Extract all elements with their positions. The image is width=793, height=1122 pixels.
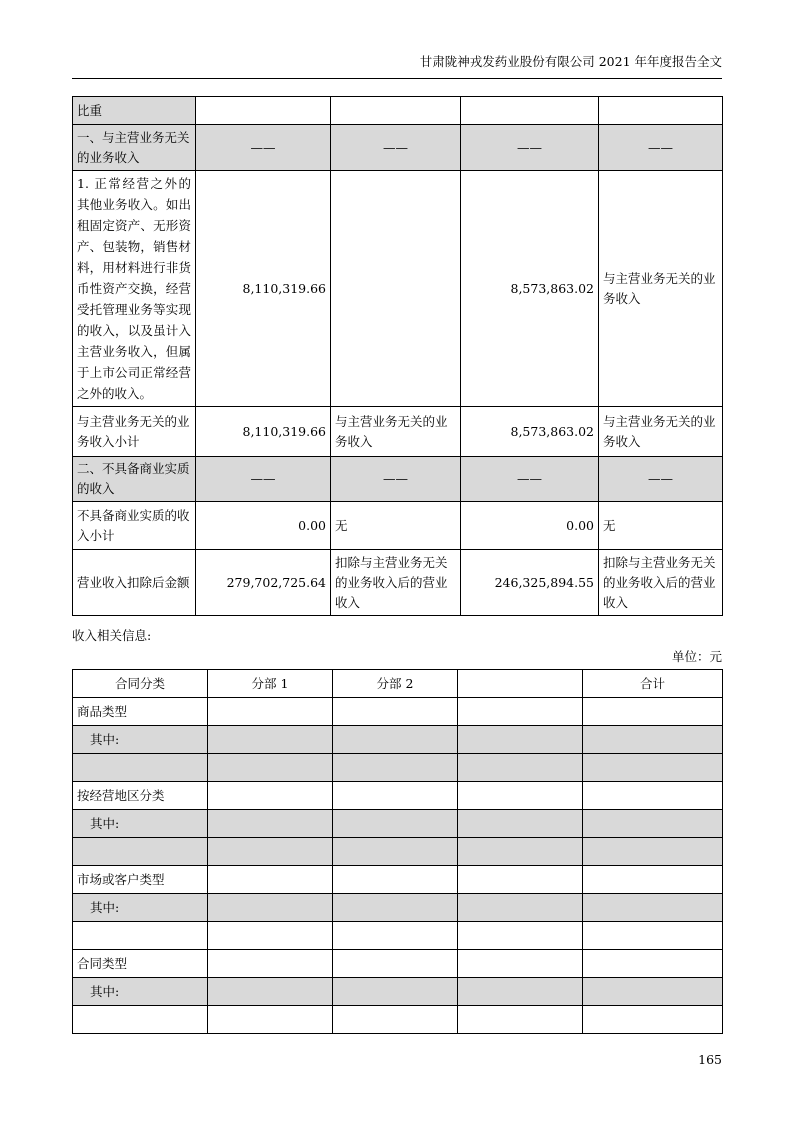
blank-cell xyxy=(458,726,583,754)
total-cell xyxy=(583,950,723,978)
note-prior-cell: —— xyxy=(599,125,723,171)
blank-cell xyxy=(458,782,583,810)
row-label-cell xyxy=(73,754,208,782)
total-cell xyxy=(583,754,723,782)
page-number: 165 xyxy=(698,1052,722,1067)
segment-2-cell xyxy=(333,978,458,1006)
segment-1-cell xyxy=(208,922,333,950)
row-label-cell: 其中: xyxy=(73,726,208,754)
blank-cell xyxy=(458,754,583,782)
segment-1-cell xyxy=(208,950,333,978)
note-current-cell: 与主营业务无关的业务收入 xyxy=(331,407,461,457)
segment-2-cell xyxy=(333,726,458,754)
segment-1-cell xyxy=(208,754,333,782)
amount-prior-cell xyxy=(461,97,599,125)
income-info-heading: 收入相关信息: xyxy=(72,628,152,643)
row-label-cell: 商品类型 xyxy=(73,698,208,726)
table-row xyxy=(73,125,723,171)
table-row xyxy=(73,922,723,950)
total-cell xyxy=(583,782,723,810)
table-row xyxy=(73,171,723,407)
amount-prior-cell: —— xyxy=(461,125,599,171)
row-label-cell: 比重 xyxy=(73,97,196,125)
note-prior-cell: —— xyxy=(599,457,723,502)
row-label-cell: 按经营地区分类 xyxy=(73,782,208,810)
segment-2-cell xyxy=(333,1006,458,1034)
amount-current-cell: 8,110,319.66 xyxy=(196,171,331,407)
table-row xyxy=(73,457,723,502)
table-row xyxy=(73,838,723,866)
segment-1-cell xyxy=(208,698,333,726)
total-cell xyxy=(583,866,723,894)
segment-2-cell xyxy=(333,698,458,726)
total-cell xyxy=(583,922,723,950)
row-label-cell: 市场或客户类型 xyxy=(73,866,208,894)
table-row xyxy=(73,502,723,550)
blank-cell xyxy=(458,922,583,950)
note-current-cell xyxy=(331,171,461,407)
segment-2-cell xyxy=(333,866,458,894)
segment-1-cell xyxy=(208,726,333,754)
total-cell xyxy=(583,1006,723,1034)
row-label-cell: 不具备商业实质的收入小计 xyxy=(73,502,196,550)
segment-2-cell xyxy=(333,810,458,838)
row-label-cell: 其中: xyxy=(73,978,208,1006)
row-label-cell xyxy=(73,922,208,950)
table-row xyxy=(73,894,723,922)
segment-1-cell xyxy=(208,810,333,838)
amount-prior-cell: 8,573,863.02 xyxy=(461,171,599,407)
total-cell xyxy=(583,698,723,726)
row-label-cell: 其中: xyxy=(73,894,208,922)
row-label-cell: 1. 正常经营之外的其他业务收入。如出租固定资产、无形资产、包装物，销售材料，用材料进行非货币性资产交换，经营受托管理业务等实现的收入，以及虽计入主营业务收入，但属于上市公司正常经营之外的收入。 xyxy=(73,171,196,407)
amount-prior-cell: 246,325,894.55 xyxy=(461,550,599,616)
blank-cell xyxy=(458,950,583,978)
unit-label: 单位：元 xyxy=(671,649,722,664)
table-row xyxy=(73,1006,723,1034)
amount-prior-cell: 8,573,863.02 xyxy=(461,407,599,457)
table-row xyxy=(73,726,723,754)
contract-classification-table xyxy=(72,669,723,1034)
table-row xyxy=(73,810,723,838)
total-cell xyxy=(583,726,723,754)
row-label-cell: 与主营业务无关的业务收入小计 xyxy=(73,407,196,457)
note-current-cell: —— xyxy=(331,125,461,171)
header-segment-2: 分部 2 xyxy=(333,670,458,698)
table-row xyxy=(73,782,723,810)
segment-1-cell xyxy=(208,1006,333,1034)
blank-cell xyxy=(458,838,583,866)
amount-current-cell xyxy=(196,97,331,125)
note-prior-cell: 扣除与主营业务无关的业务收入后的营业收入 xyxy=(599,550,723,616)
amount-current-cell: 8,110,319.66 xyxy=(196,407,331,457)
blank-cell xyxy=(458,810,583,838)
row-label-cell xyxy=(73,838,208,866)
header-rule xyxy=(72,78,722,79)
segment-2-cell xyxy=(333,922,458,950)
segment-1-cell xyxy=(208,782,333,810)
header-blank xyxy=(458,670,583,698)
row-label-cell: 合同类型 xyxy=(73,950,208,978)
note-prior-cell: 与主营业务无关的业务收入 xyxy=(599,407,723,457)
table-row xyxy=(73,550,723,616)
blank-cell xyxy=(458,698,583,726)
total-cell xyxy=(583,894,723,922)
note-current-cell: 无 xyxy=(331,502,461,550)
row-label-cell: 营业收入扣除后金额 xyxy=(73,550,196,616)
page-content xyxy=(72,0,722,1070)
note-current-cell xyxy=(331,97,461,125)
segment-2-cell xyxy=(333,754,458,782)
table-header-row xyxy=(73,670,723,698)
note-prior-cell: 无 xyxy=(599,502,723,550)
amount-current-cell: —— xyxy=(196,457,331,502)
amount-prior-cell: 0.00 xyxy=(461,502,599,550)
segment-2-cell xyxy=(333,838,458,866)
blank-cell xyxy=(458,866,583,894)
table-row xyxy=(73,978,723,1006)
row-label-cell: 二、不具备商业实质的收入 xyxy=(73,457,196,502)
segment-2-cell xyxy=(333,894,458,922)
total-cell xyxy=(583,838,723,866)
table-row xyxy=(73,698,723,726)
revenue-deduction-table xyxy=(72,96,723,616)
blank-cell xyxy=(458,1006,583,1034)
segment-2-cell xyxy=(333,950,458,978)
note-prior-cell xyxy=(599,97,723,125)
segment-1-cell xyxy=(208,978,333,1006)
table-row xyxy=(73,754,723,782)
blank-cell xyxy=(458,894,583,922)
row-label-cell xyxy=(73,1006,208,1034)
note-current-cell: 扣除与主营业务无关的业务收入后的营业收入 xyxy=(331,550,461,616)
amount-current-cell: —— xyxy=(196,125,331,171)
row-label-cell: 一、与主营业务无关的业务收入 xyxy=(73,125,196,171)
header-segment-1: 分部 1 xyxy=(208,670,333,698)
table-row xyxy=(73,407,723,457)
segment-1-cell xyxy=(208,838,333,866)
header-total: 合计 xyxy=(583,670,723,698)
note-prior-cell: 与主营业务无关的业务收入 xyxy=(599,171,723,407)
table-row xyxy=(73,950,723,978)
amount-current-cell: 0.00 xyxy=(196,502,331,550)
amount-prior-cell: —— xyxy=(461,457,599,502)
row-label-cell: 其中: xyxy=(73,810,208,838)
table-row xyxy=(73,97,723,125)
total-cell xyxy=(583,978,723,1006)
table-row xyxy=(73,866,723,894)
header-contract-class: 合同分类 xyxy=(73,670,208,698)
segment-1-cell xyxy=(208,866,333,894)
segment-1-cell xyxy=(208,894,333,922)
document-header-title: 甘肃陇神戎发药业股份有限公司 2021 年年度报告全文 xyxy=(419,54,722,69)
segment-2-cell xyxy=(333,782,458,810)
amount-current-cell: 279,702,725.64 xyxy=(196,550,331,616)
total-cell xyxy=(583,810,723,838)
blank-cell xyxy=(458,978,583,1006)
note-current-cell: —— xyxy=(331,457,461,502)
